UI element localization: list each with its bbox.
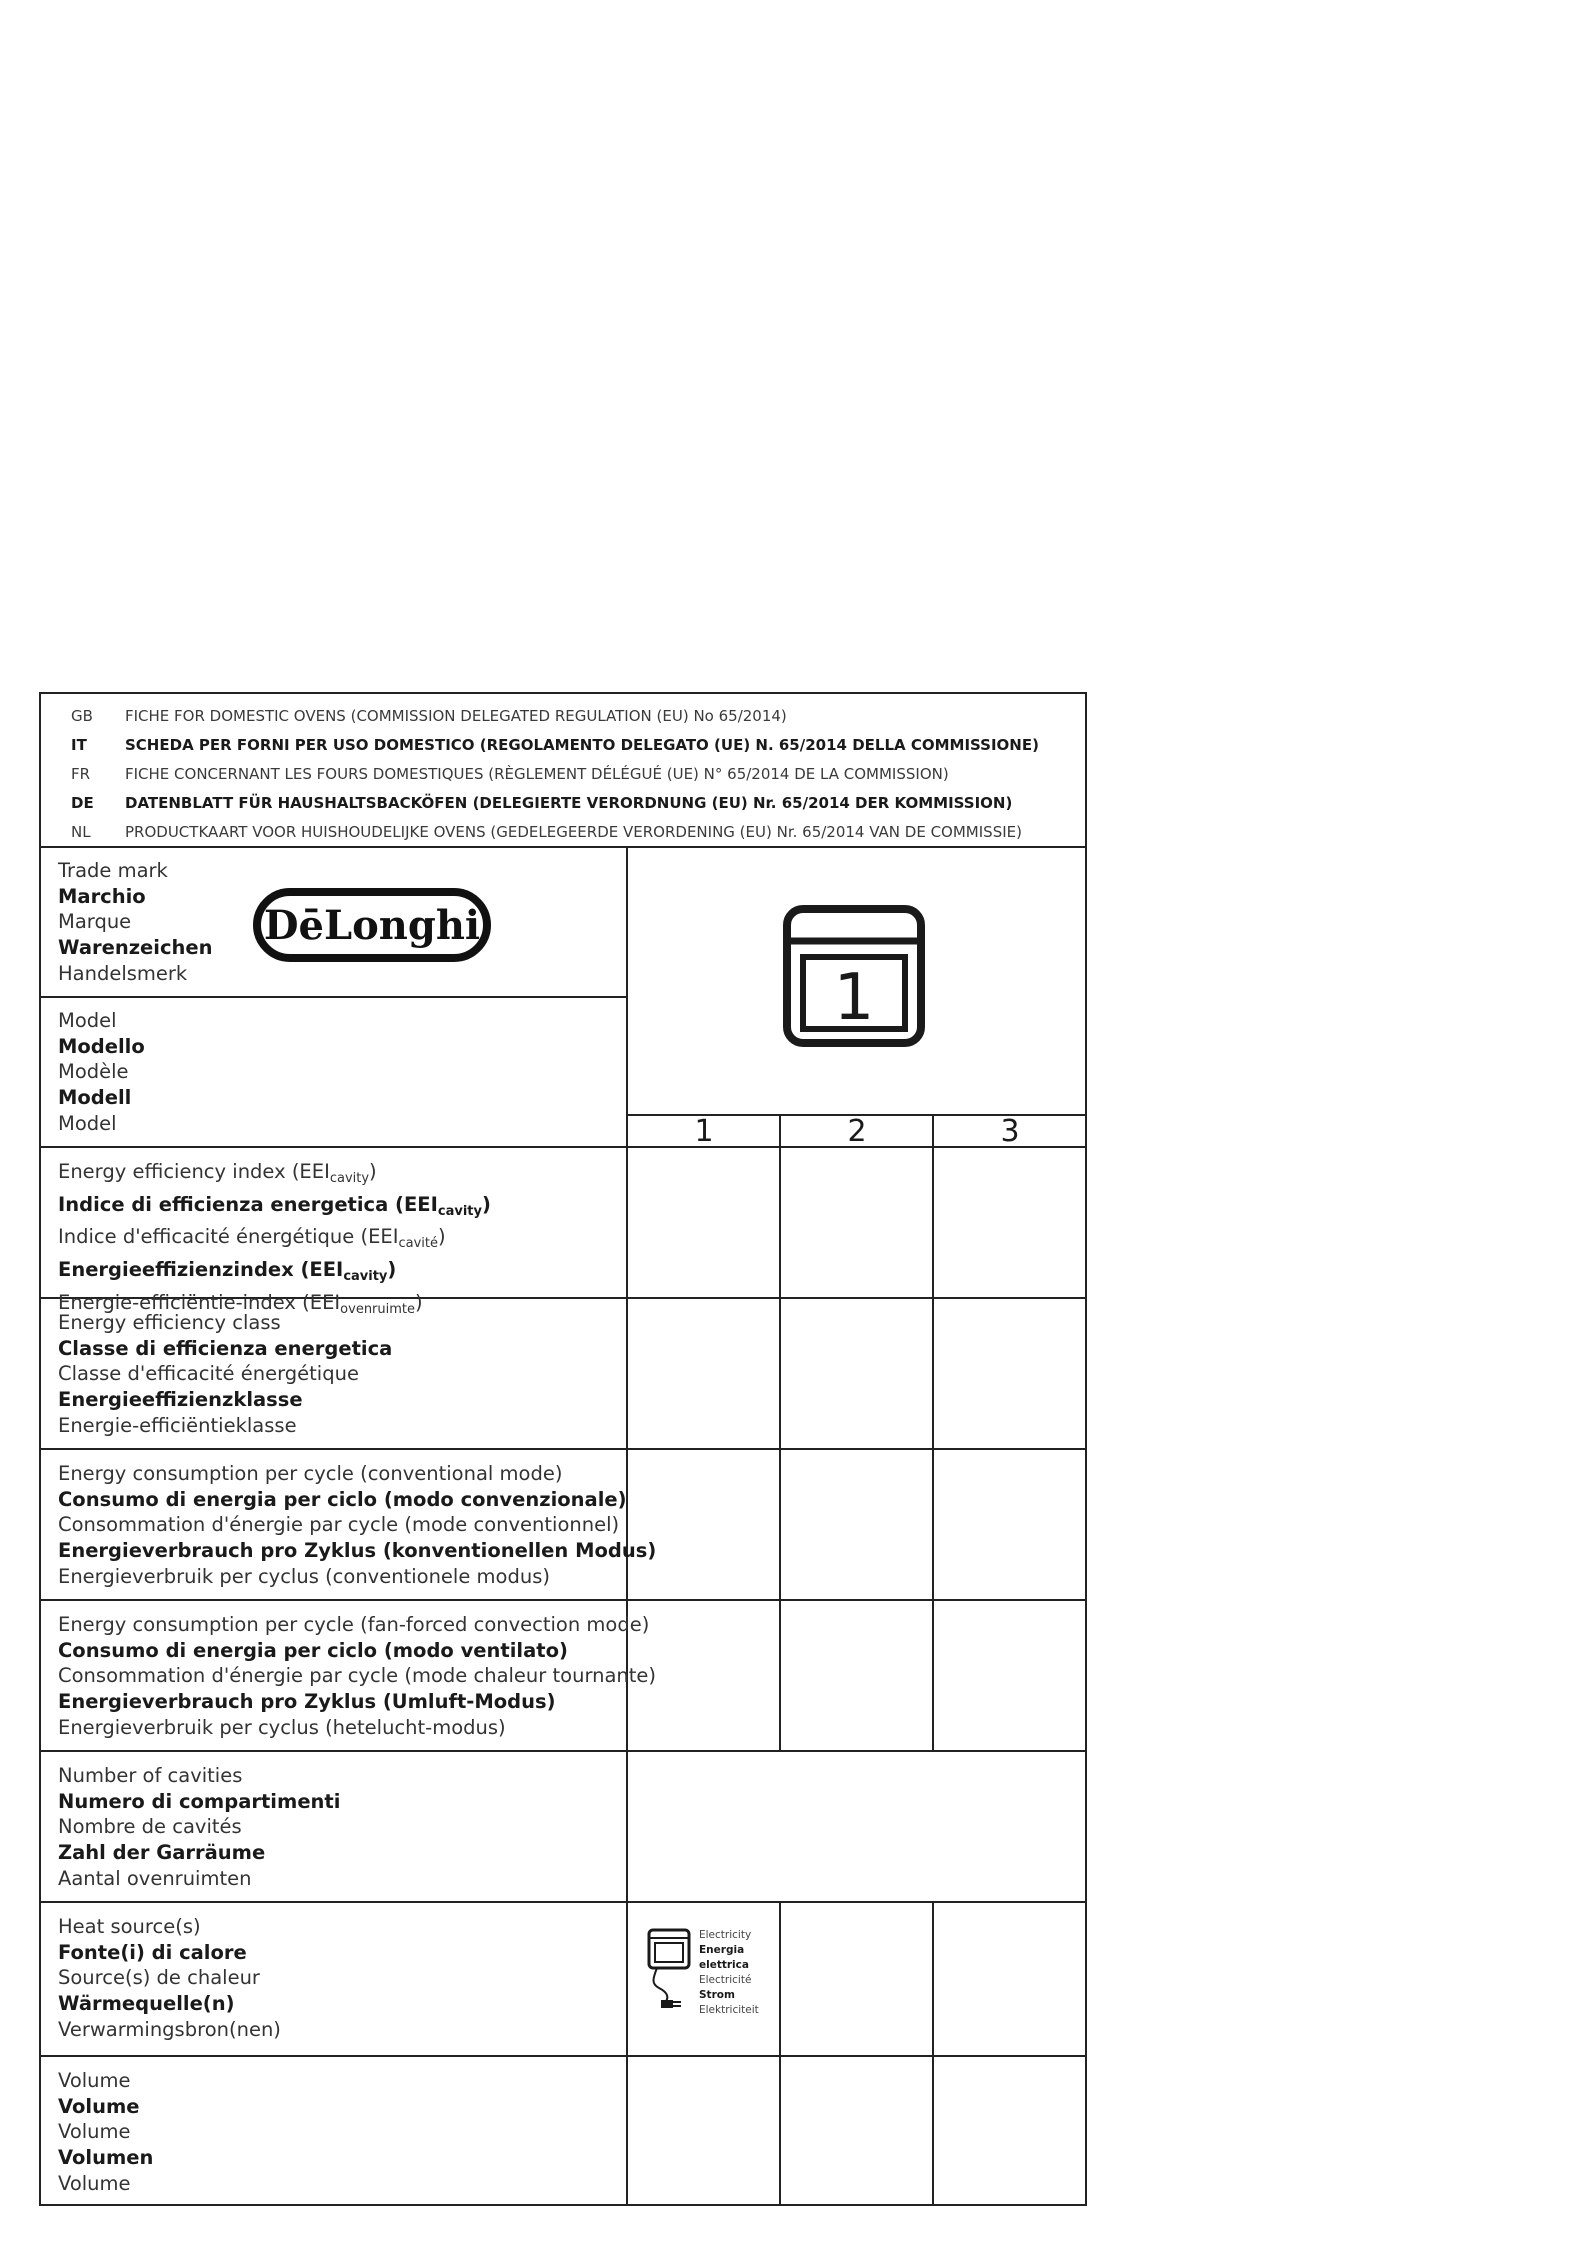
label-it: Modello [58, 1034, 145, 1058]
divider [932, 1114, 934, 1750]
heat-text-gb: Electricity [699, 1929, 752, 1941]
consumption-fan-label [41, 1612, 657, 1741]
fiche-header [41, 694, 1085, 848]
energy-class-label [41, 1310, 626, 1439]
label-gb: Energy efficiency index $(EEI_{cavity})$ [58, 1160, 377, 1186]
label-it: Numero di compartimenti [58, 1789, 341, 1813]
divider [41, 1448, 1087, 1450]
label-gb: Heat source(s) [58, 1915, 201, 1938]
label-gb: Energy efficiency class [58, 1311, 281, 1334]
eei-label [41, 1159, 626, 1323]
consumption-conventional-label [41, 1461, 657, 1590]
oven-fiche-table [39, 692, 1087, 2206]
cavities-label [41, 1763, 626, 1892]
label-nl: Volume [58, 2171, 131, 2195]
label-fr: Nombre de cavités [58, 1815, 242, 1839]
delonghi-logo [253, 888, 491, 962]
label-gb: Energy consumption per cycle (fan-forced convection mode) [58, 1613, 650, 1636]
label-it: Consumo di energia per ciclo (modo convenzionale) [58, 1487, 627, 1511]
label-nl: Verwarmingsbron(nen) [58, 2017, 281, 2041]
lang-code: DE [71, 794, 94, 812]
label-fr: Source(s) de chaleur [58, 1966, 260, 1990]
label-de: Volumen [58, 2146, 154, 2170]
label-de: Energieeffizienzklasse [58, 1388, 303, 1412]
label-gb: Volume [58, 2069, 131, 2092]
heat-text-de: Strom [699, 1989, 735, 2001]
label-de: Energieverbrauch pro Zyklus (Umluft-Modus) [58, 1690, 556, 1714]
heat-source-value [699, 1928, 759, 2018]
label-de: Warenzeichen [58, 936, 213, 960]
label-de: Energieeffizienzindex $(EEI_{cavity})$ [58, 1258, 397, 1285]
column-header-2: 2 [847, 1114, 867, 1149]
label-it: Marchio [58, 884, 146, 908]
label-fr: Modèle [58, 1060, 129, 1084]
label-nl: Energieverbruik per cyclus (hetelucht-modus) [58, 1715, 506, 1739]
label-it: Volume [58, 2094, 140, 2118]
label-de: Wärmequelle(n) [58, 1992, 235, 2016]
lang-code: IT [71, 736, 87, 754]
label-gb: Model [58, 1009, 117, 1032]
header-text: FICHE FOR DOMESTIC OVENS (COMMISSION DELEGATED REGULATION (EU) No 65/2014) [125, 707, 787, 725]
column-header-3: 3 [1000, 1114, 1020, 1149]
divider [41, 1901, 1087, 1903]
cavity-number: 1 [833, 961, 875, 1035]
header-text: PRODUCTKAART VOOR HUISHOUDELIJKE OVENS (GEDELEGEERDE VERORDENING (EU) Nr. 65/2014 VAN DE COMMISSIE) [125, 823, 1022, 841]
volume-label [41, 2068, 626, 2197]
label-it: Fonte(i) di calore [58, 1940, 247, 1964]
label-fr: Consommation d'énergie par cycle (mode conventionnel) [58, 1513, 620, 1537]
divider [41, 2055, 1087, 2057]
column-header-1: 1 [694, 1114, 714, 1149]
divider [41, 996, 626, 998]
heat-text-it-2: elettrica [699, 1959, 749, 1971]
label-gb: Number of cavities [58, 1764, 243, 1787]
header-text: SCHEDA PER FORNI PER USO DOMESTICO (REGOLAMENTO DELEGATO (UE) N. 65/2014 DELLA COMMISSIONE) [125, 736, 1039, 754]
header-text: FICHE CONCERNANT LES FOURS DOMESTIQUES (RÈGLEMENT DÉLÉGUÉ (UE) N° 65/2014 DE LA COMMISSION) [125, 765, 949, 783]
label-it: Indice di efficienza energetica $(EEI_{cavity})$ [58, 1192, 491, 1219]
label-fr: Volume [58, 2120, 131, 2144]
label-gb: Trade mark [58, 859, 168, 882]
label-gb: Energy consumption per cycle (conventional mode) [58, 1462, 563, 1485]
divider [41, 1750, 1087, 1752]
label-it: Classe di efficienza energetica [58, 1336, 393, 1360]
divider [626, 848, 628, 2206]
label-nl: Model [58, 1111, 117, 1135]
divider [779, 1901, 781, 2206]
heat-text-fr: Electricité [699, 1974, 752, 1986]
label-nl: Energie-efficiëntieklasse [58, 1413, 297, 1437]
oven-cavity-icon [783, 905, 925, 1047]
divider [932, 1901, 934, 2206]
label-fr: Marque [58, 910, 132, 934]
label-fr: Classe d'efficacité énergétique [58, 1362, 359, 1386]
divider [779, 1114, 781, 1750]
header-text: DATENBLATT FÜR HAUSHALTSBACKÖFEN (DELEGIERTE VERORDNUNG (EU) Nr. 65/2014 DER KOMMISSION) [125, 794, 1013, 812]
divider [41, 1599, 1087, 1601]
lang-code: FR [71, 765, 91, 783]
heat-text-nl: Elektriciteit [699, 2004, 759, 2016]
label-fr: Consommation d'énergie par cycle (mode chaleur tournante) [58, 1664, 657, 1688]
label-de: Energieverbrauch pro Zyklus (konventionellen Modus) [58, 1539, 657, 1563]
heat-source-label [41, 1914, 626, 2043]
logo-text: DēLonghi [263, 901, 481, 949]
label-nl: Handelsmerk [58, 961, 188, 985]
heat-text-it-1: Energia [699, 1944, 745, 1956]
label-nl: Energieverbruik per cyclus (conventionele modus) [58, 1564, 550, 1588]
electricity-oven-icon [647, 1928, 693, 2012]
label-de: Modell [58, 1086, 132, 1110]
lang-code: GB [71, 707, 93, 725]
label-nl: Aantal ovenruimten [58, 1866, 252, 1890]
label-fr: Indice d'efficacité énergétique $(EEI_{cavité})$ [58, 1225, 446, 1252]
model-label [41, 1008, 626, 1137]
label-de: Zahl der Garräume [58, 1841, 266, 1865]
label-it: Consumo di energia per ciclo (modo ventilato) [58, 1638, 568, 1662]
lang-code: NL [71, 823, 91, 841]
label-nl: Energie-efficiëntie-index $(EEI_{ovenruimte})$ [58, 1290, 423, 1317]
